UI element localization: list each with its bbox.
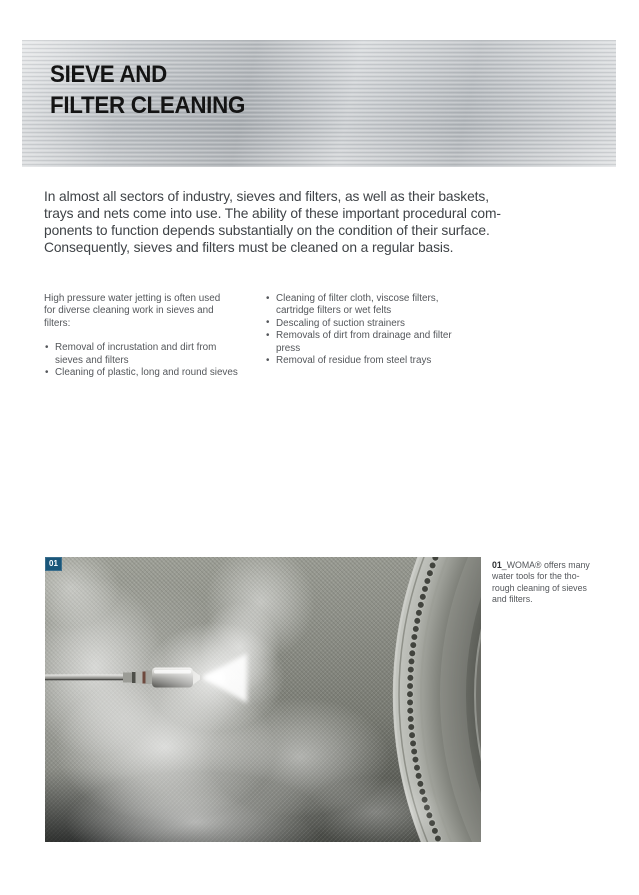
page-title-line1: SIEVE AND xyxy=(50,61,167,88)
bullet-item: • Descaling of suction strainers xyxy=(265,318,490,330)
column-left xyxy=(44,293,259,379)
photo-illustration xyxy=(45,557,481,842)
column-right xyxy=(265,293,490,367)
bullet-item: • Removal of residue from steel trays xyxy=(265,355,490,367)
bullet-list-left xyxy=(44,342,259,379)
caption-line: and filters. xyxy=(492,593,533,604)
title-banner xyxy=(22,40,616,167)
page-title-line2: FILTER CLEANING xyxy=(50,92,246,119)
photo-water-jet-cleaning xyxy=(45,557,481,842)
intro-line: trays and nets come into use. The ability of these important procedural com- xyxy=(44,206,501,221)
column-left-intro: High pressure water jetting is often used for diverse cleaning work in sieves and filters: xyxy=(44,293,221,329)
caption-line: rough cleaning of sieves xyxy=(492,582,587,593)
intro-line: ponents to function depends substantially on the condition of their surface. xyxy=(44,223,490,238)
caption-number: 01 xyxy=(492,560,502,570)
bullet-item: • Removals of dirt from drainage and filter press xyxy=(265,330,490,355)
intro-line: Consequently, sieves and filters must be cleaned on a regular basis. xyxy=(44,240,454,255)
photo-number-badge: 01 xyxy=(45,557,62,571)
intro-paragraph xyxy=(44,188,501,256)
caption-line: water tools for the tho- xyxy=(492,571,580,582)
photo-caption xyxy=(492,560,624,605)
intro-line: In almost all sectors of industry, sieves and filters, as well as their baskets, xyxy=(44,189,489,204)
caption-line: 01_WOMA® offers many xyxy=(492,560,590,570)
bullet-item: • Cleaning of plastic, long and round sieves xyxy=(44,367,259,379)
bullet-list-right xyxy=(265,293,490,367)
page-title xyxy=(50,59,245,121)
bullet-item: • Removal of incrustation and dirt from sieves and filters xyxy=(44,342,259,367)
bullet-item: • Cleaning of filter cloth, viscose filters, cartridge filters or wet felts xyxy=(265,293,490,318)
